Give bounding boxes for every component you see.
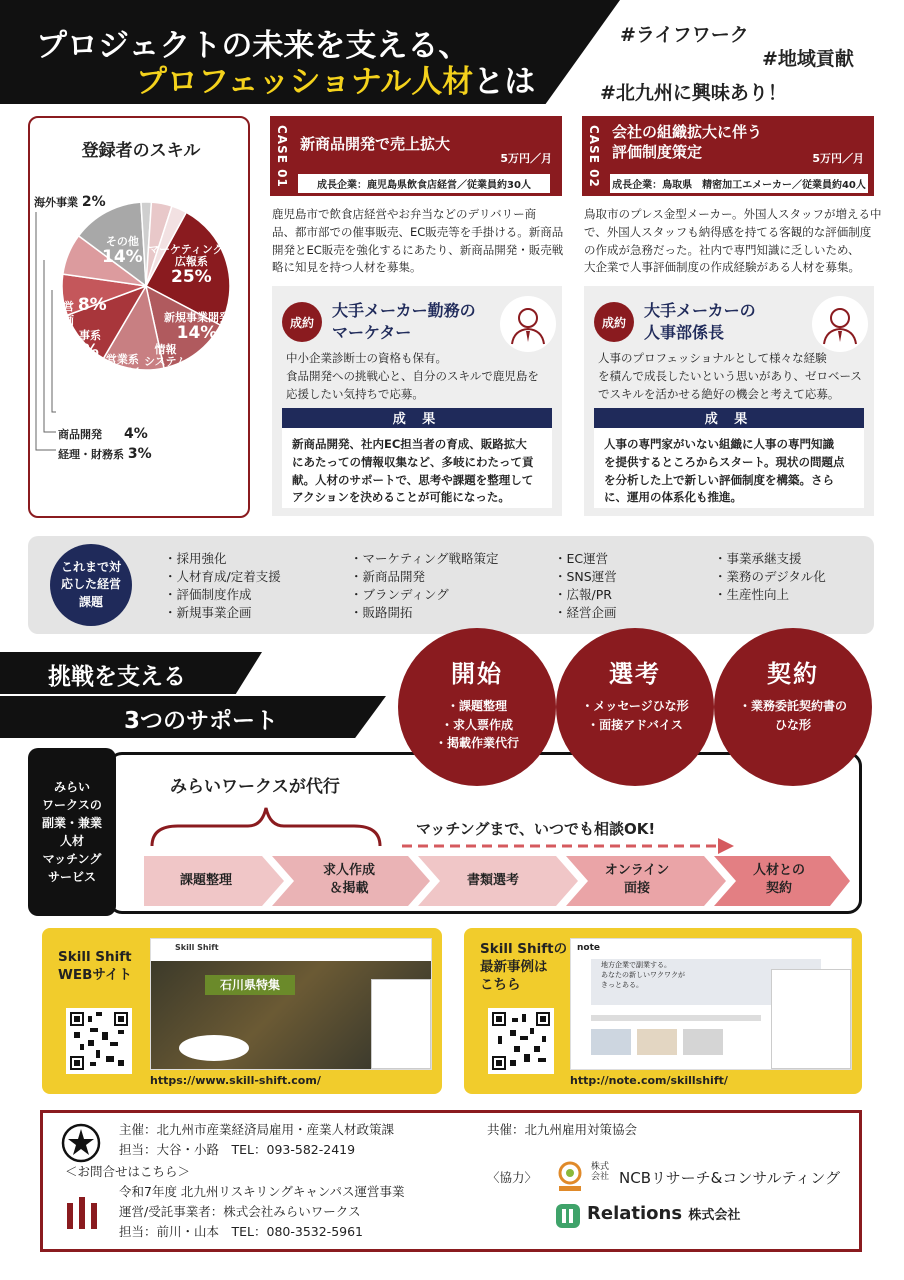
pie-label-eigyo: 営業系 11% (102, 353, 143, 386)
case1-price: 5万円／月 (500, 152, 552, 165)
skills-title: 登録者のスキル (81, 141, 201, 161)
promo-note[interactable] (464, 928, 862, 1094)
note-mobile (771, 969, 851, 1069)
flow-step-1: 課題整理 (179, 873, 232, 888)
mobile-screenshot (371, 979, 431, 1069)
service-label: みらい ワークスの 副業・兼業 人材 マッチング サービス (28, 748, 116, 916)
case2-person: 大手メーカーの 人事部係長 (644, 301, 756, 342)
promo-website-title: Skill Shift WEBサイト (58, 949, 132, 984)
businessman-icon (812, 296, 868, 352)
note-logo: note (577, 943, 600, 953)
support-circle-select: 選考 ・メッセージひな形 ・面接アドバイス (556, 628, 714, 786)
flow-step-2: 求人作成 ＆掲載 (322, 863, 375, 896)
pie-leader-lines (30, 200, 110, 462)
pie-label-shinki: 新規事業開発 14% (164, 311, 230, 344)
support-title-1: 挑戦を支える (48, 664, 186, 690)
footer-kyoryoku: 〈協力〉 (487, 1170, 538, 1185)
footer-contact: ＜お問合せはこちら＞ (65, 1164, 191, 1179)
website-badge (179, 1035, 249, 1061)
brace-icon (148, 800, 388, 850)
footer-panel (40, 1110, 862, 1252)
pie-label-shohin: 商品開発 4% (58, 426, 148, 442)
consult-label: マッチングまで、いつでも相談OK! (416, 820, 656, 838)
case2-title: 会社の組織拡大に伴う 評価制度策定 (612, 123, 763, 162)
website-url[interactable]: https://www.skill-shift.com/ (150, 1074, 321, 1087)
qr-code-icon[interactable] (66, 1008, 132, 1074)
case2-result-card (584, 286, 874, 516)
case1-description: 鹿児島市で飲食店経営やお弁当などのデリバリー商 品、都市部での催事販売、EC販売等を手掛ける。新商品 開発とEC販売を強化するにあたり、新商品開発・販売戦 略に知見を持つ人材を募集。 (272, 207, 564, 275)
case2-label: CASE 02 (582, 116, 606, 196)
ncb-kabushiki: 株式 会社 (591, 1162, 610, 1182)
tag-kitakyushu: #北九州に興味あり！ (600, 82, 787, 104)
tag-chiiki: #地域貢献 (762, 48, 854, 70)
footer-unei: 運営/受託事業者：株式会社みらいワークス (119, 1204, 361, 1219)
case2-description: 鳥取市のプレス金型メーカー。外国人スタッフが増える中 で、外国人スタッフも納得感を持てる客観的な評価制度 の作成が急務だった。社内で専門知識に乏しいため、 大企業で人事評価制度の作成経験がある人材を募集。 (584, 207, 882, 275)
footer-tanto1: 担当：大谷・小路 TEL：093-582-2419 (119, 1142, 356, 1157)
note-catch: 地方企業で副業する。 あなたの新しいワクワクが きっとある。 (601, 961, 685, 989)
footer-shusai: 主催：北九州市産業経済局雇用・産業人材政策課 (119, 1122, 395, 1137)
case1-person-text: 中小企業診断士の資格も保有。 食品開発への挑戦心と、自分のスキルで鹿児島を 応援したい気持ちで応募。 (286, 351, 539, 401)
relations-name: Relations 株式会社 (587, 1203, 741, 1224)
case1-result-card (272, 286, 562, 516)
qr-code-icon[interactable] (488, 1008, 554, 1074)
note-url[interactable]: http://note.com/skillshift/ (570, 1074, 728, 1087)
case2-person-text: 人事のプロフェッショナルとして様々な経験 を積んで成長したいという思いがあり、ゼロベース でスキルを活かせる絶好の機会と考えて応募。 (598, 351, 862, 401)
mirai-works-logo-icon (65, 1197, 101, 1231)
businessman-icon (500, 296, 556, 352)
flow-step-4: オンライン 面接 (604, 863, 670, 896)
pie-label-marketing: マーケティング・ 広報系 25% (148, 243, 235, 288)
case2-company: 成長企業：鳥取県 精密加工エメーカー／従業員約40人 (610, 174, 868, 193)
ncb-logo-icon (555, 1161, 585, 1193)
issues-col-4: ・事業承継支援 ・業務のデジタル化 ・生産性向上 (714, 551, 826, 603)
pie-label-joho: 情報 システム 12% (144, 343, 187, 388)
website-screenshot (150, 938, 432, 1070)
ncb-name: NCBリサーチ&コンサルティング (619, 1169, 841, 1187)
pie-label-sonota: その他 14% (102, 235, 143, 268)
flow-step-3: 書類選考 (466, 873, 519, 888)
case1-company: 成長企業：鹿児島県飲食店経営／従業員約30人 (298, 174, 550, 193)
case1-label: CASE 01 (270, 116, 294, 196)
headline-line2 (136, 56, 535, 101)
case2-result-label: 成 果 (594, 408, 864, 428)
footer-jigyo: 令和7年度 北九州リスキリングキャンパス運営事業 (119, 1184, 405, 1199)
case1-header (294, 116, 562, 196)
headline-rest: とは (473, 64, 536, 100)
issues-panel (28, 536, 874, 634)
website-banner: 石川県特集 (205, 975, 295, 995)
pie-label-keiei: 経営 8% 企画 (52, 295, 107, 327)
case1-person: 大手メーカー勤務の マーケター (332, 301, 476, 342)
flow-step-5: 人材との 契約 (752, 863, 805, 896)
tag-lifework: #ライフワーク (620, 24, 749, 46)
case2-result-text: 人事の専門家がいない組織に人事の専門知識 を提供するところからスタート。現状の問題点 を分析した上で新しい評価制度を構築。さら に、運用の体系化も推進。 (594, 428, 864, 508)
promo-website[interactable] (42, 928, 442, 1094)
skillshift-logo: Skill Shift (175, 943, 219, 952)
issues-col-3: ・EC運営 ・SNS運営 ・広報/PR ・経営企画 (554, 551, 617, 621)
case1-title: 新商品開発で売上拡大 (300, 135, 451, 153)
case2-badge: 成約 (594, 302, 634, 342)
support-circle-start: 開始 ・課題整理 ・求人票作成 ・掲載作業代行 (398, 628, 556, 786)
case1-badge: 成約 (282, 302, 322, 342)
note-list-line (591, 1015, 761, 1021)
issues-badge: これまで対応した経営課題 (50, 544, 132, 626)
promo-note-title: Skill Shiftの 最新事例は こちら (480, 941, 568, 994)
note-thumb (637, 1029, 677, 1055)
note-thumb (683, 1029, 723, 1055)
relations-logo-icon (555, 1203, 581, 1229)
support-circle-contract: 契約 ・業務委託契約書の ひな形 (714, 628, 872, 786)
note-screenshot (570, 938, 852, 1070)
case1-result-label: 成 果 (282, 408, 552, 428)
pie-label-jinji: 人事系 8% (68, 329, 101, 362)
dashed-arrow-icon (400, 836, 736, 856)
case1-result-text: 新商品開発、社内EC担当者の育成、販路拡大 にあたっての情報収集など、多岐にわたって貢 献。人材のサポートで、思考や課題を整理して アクションを決めることが可能になった。 (282, 428, 552, 508)
footer-tanto2: 担当：前川・山本 TEL：080-3532-5961 (119, 1224, 364, 1239)
issues-col-2: ・マーケティング戦略策定 ・新商品開発 ・ブランディング ・販路開拓 (350, 551, 499, 621)
city-emblem-icon (61, 1123, 101, 1163)
pie-label-kaigai: 海外事業 2% (34, 194, 106, 210)
issues-col-1: ・採用強化 ・人材育成/定着支援 ・評価制度作成 ・新規事業企画 (164, 551, 281, 621)
headline-line1: プロジェクトの未来を支える、 (36, 28, 470, 64)
case2-price: 5万円／月 (812, 152, 864, 165)
note-thumb (591, 1029, 631, 1055)
footer-kyosai: 共催：北九州雇用対策協会 (487, 1122, 638, 1137)
daiko-label: みらいワークスが代行 (170, 777, 340, 797)
support-title-2: 3つのサポート (124, 708, 279, 734)
headline-highlight: プロフェッショナル人材 (136, 64, 474, 100)
pie-label-keiri: 経理・財務系 3% (58, 446, 152, 462)
case2-header (606, 116, 874, 196)
